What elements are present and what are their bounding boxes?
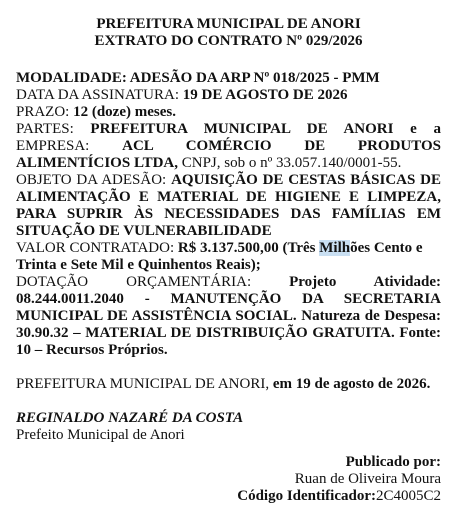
objeto-line-3: PARA SUPRIR ÀS NECESSIDADES DAS FAMÍLIAS EM — [16, 206, 441, 222]
empresa-line: EMPRESA: ACL COMÉRCIO DE PRODUTOS — [16, 138, 441, 154]
valor-line-1: VALOR CONTRATADO: R$ 3.137.500,00 (Três Milhões Cento e — [16, 240, 423, 256]
empresa-cnpj-line: ALIMENTÍCIOS LTDA, CNPJ, sob o nº 33.057.140/0001-55. — [16, 155, 402, 171]
partes-line: PARTES: PREFEITURA MUNICIPAL DE ANORI e a — [16, 121, 441, 137]
dotacao-line-3: MUNICIPAL DE ASSISTÊNCIA SOCIAL. Natureza de Despesa: — [16, 308, 441, 324]
valor-line-2: Trinta e Sete Mil e Quinhentos Reais); — [16, 257, 261, 273]
header-subtitle: EXTRATO DO CONTRATO Nº 029/2026 — [94, 33, 363, 49]
identifier-code: Código Identificador:2C4005C2 — [237, 488, 441, 504]
data-assinatura: DATA DA ASSINATURA: 19 DE AGOSTO DE 2026 — [16, 87, 348, 103]
prazo: PRAZO: 12 (doze) meses. — [16, 104, 176, 120]
header-title: PREFEITURA MUNICIPAL DE ANORI — [96, 16, 361, 32]
publisher-name: Ruan de Oliveira Moura — [294, 471, 441, 487]
signatory-role: Prefeito Municipal de Anori — [16, 427, 185, 443]
dotacao-line-1: DOTAÇÃO ORÇAMENTÁRIA: Projeto Atividade: — [16, 274, 441, 290]
published-by-label: Publicado por: — [345, 454, 441, 470]
dotacao-line-4: 30.90.32 – MATERIAL DE DISTRIBUIÇÃO GRATUITA. Fonte: — [16, 325, 441, 341]
dotacao-line-5: 10 – Recursos Próprios. — [16, 342, 168, 358]
objeto-line-4: SITUAÇÃO DE VULNERABILIDADE — [16, 223, 272, 239]
signatory-name: REGINALDO NAZARÉ DA COSTA — [16, 410, 244, 426]
objeto-line-2: ALIMENTAÇÃO E MATERIAL DE HIGIENE E LIMPEZA, — [16, 189, 441, 205]
dotacao-line-2: 08.244.0011.2040 - MANUTENÇÃO DA SECRETARIA — [16, 291, 441, 307]
highlighted-text: Milh — [319, 240, 351, 256]
objeto-line-1: OBJETO DA ADESÃO: AQUISIÇÃO DE CESTAS BÁSICAS DE — [16, 172, 441, 188]
modalidade: MODALIDADE: ADESÃO DA ARP Nº 018/2025 - PMM — [16, 70, 380, 86]
closing-line: PREFEITURA MUNICIPAL DE ANORI, em 19 de agosto de 2026. — [16, 376, 431, 392]
